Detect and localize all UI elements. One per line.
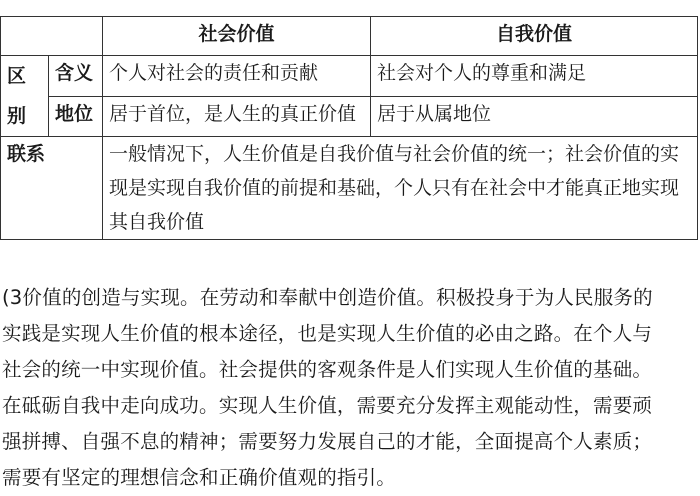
status-social-cell: 居于首位，是人生的真正价值 <box>103 96 371 137</box>
table-row-relation <box>1 137 698 240</box>
table-header-row <box>1 17 698 56</box>
meaning-label: 含义 <box>49 56 103 97</box>
meaning-self-cell: 社会对个人的尊重和满足 <box>371 56 698 97</box>
difference-label-char-1: 区 <box>7 65 27 87</box>
status-self-cell: 居于从属地位 <box>371 96 698 137</box>
header-self-value: 自我价值 <box>371 17 698 56</box>
difference-label <box>1 56 49 137</box>
body-paragraph <box>2 280 696 496</box>
meaning-social-cell: 个人对社会的责任和贡献 <box>103 56 371 97</box>
paragraph-line: (3价值的创造与实现。在劳动和奉献中创造价值。积极投身于为人民服务的 <box>2 286 653 309</box>
paragraph-line: 社会的统一中实现价值。社会提供的客观条件是人们实现人生价值的基础。 <box>2 358 653 381</box>
header-social-value: 社会价值 <box>103 17 371 56</box>
paragraph-line: 实践是实现人生价值的根本途径，也是实现人生价值的必由之路。在个人与 <box>2 322 653 345</box>
relation-label: 联系 <box>1 137 103 240</box>
paragraph-line: 在砥砺自我中走向成功。实现人生价值，需要充分发挥主观能动性，需要顽 <box>2 394 653 417</box>
comparison-table <box>0 16 698 240</box>
paragraph-line: 强拼搏、自强不息的精神；需要努力发展自己的才能，全面提高个人素质； <box>2 430 653 453</box>
difference-label-char-2: 别 <box>7 105 27 127</box>
header-blank-cell <box>1 17 103 56</box>
paragraph-line: 需要有坚定的理想信念和正确价值观的指引。 <box>2 466 397 489</box>
table-row-status <box>1 96 698 137</box>
status-label: 地位 <box>49 96 103 137</box>
relation-cell: 一般情况下，人生价值是自我价值与社会价值的统一；社会价值的实现是实现自我价值的前提和基础，个人只有在社会中才能真正地实现其自我价值 <box>103 137 698 240</box>
table-row-meaning <box>1 56 698 97</box>
